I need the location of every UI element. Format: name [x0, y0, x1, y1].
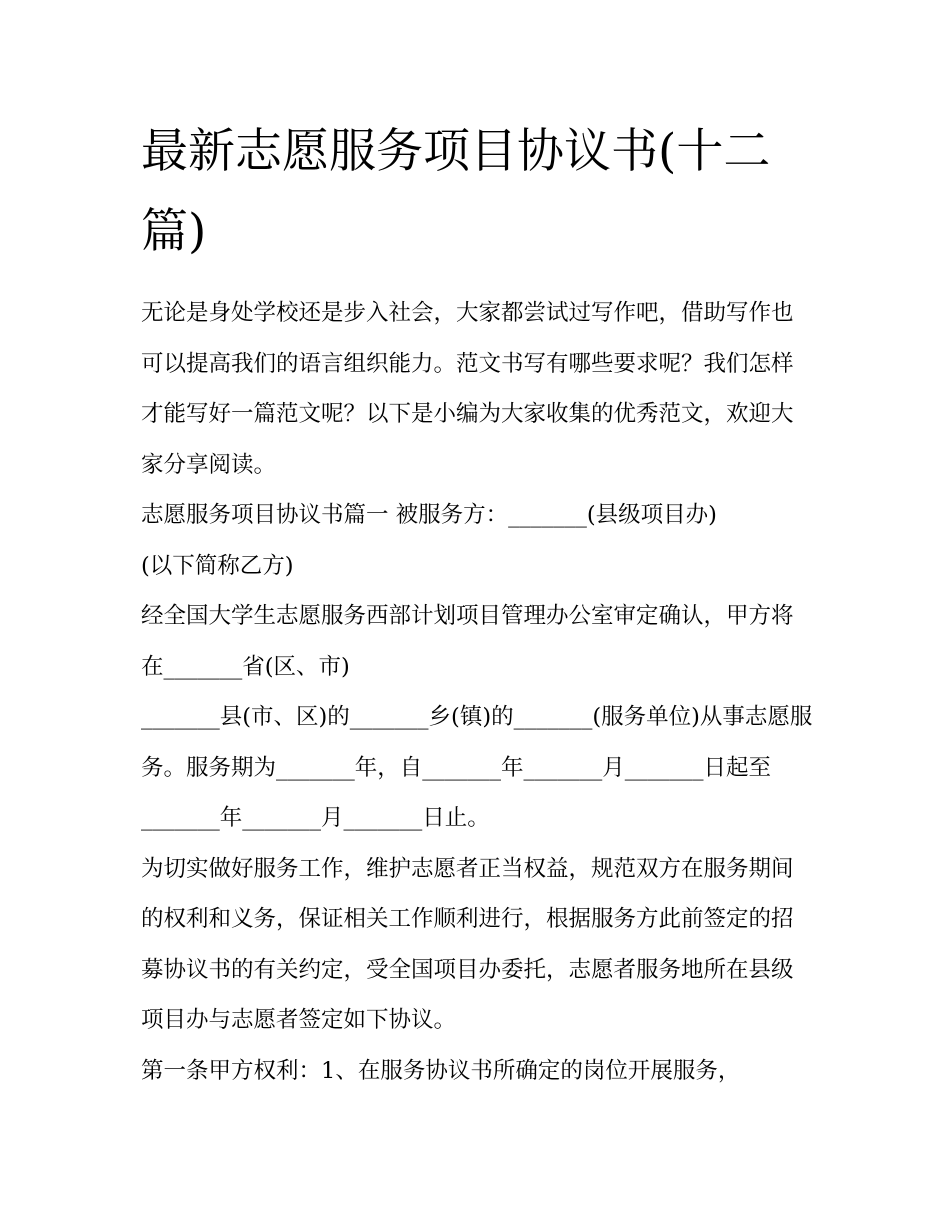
agreement-header-line: 志愿服务项目协议书篇一 被服务方：_______(县级项目办)	[141, 502, 717, 528]
document-page	[141, 112, 813, 1096]
article-one-paragraph: 第一条甲方权利：1、在服务协议书所确定的岗位开展服务，	[141, 1057, 741, 1084]
document-title: 最新志愿服务项目协议书(十二篇)	[141, 124, 771, 259]
intro-paragraph: 无论是身处学校还是步入社会，大家都尝试过写作吧，借助写作也可以提高我们的语言组织能力。范文书写有哪些要求呢？我们怎样才能写好一篇范文呢？以下是小编为大家收集的优秀范文，欢迎大家分享阅读。	[141, 300, 794, 478]
service-location-paragraph: 经全国大学生志愿服务西部计划项目管理办公室审定确认，甲方将在_______省(区、市)	[141, 603, 794, 680]
service-period-paragraph: _______县(市、区)的_______乡(镇)的_______(服务单位)从事志愿服务。服务期为_______年，自_______年_______月_______日起至_______年_______月_______日止。	[141, 704, 813, 831]
purpose-paragraph: 为切实做好服务工作，维护志愿者正当权益，规范双方在服务期间的权利和义务，保证相关工作顺利进行，根据服务方此前签定的招募协议书的有关约定，受全国项目办委托，志愿者服务地所在县级项目办与志愿者签定如下协议。	[141, 855, 794, 1033]
party-b-note: (以下简称乙方)	[141, 552, 294, 579]
